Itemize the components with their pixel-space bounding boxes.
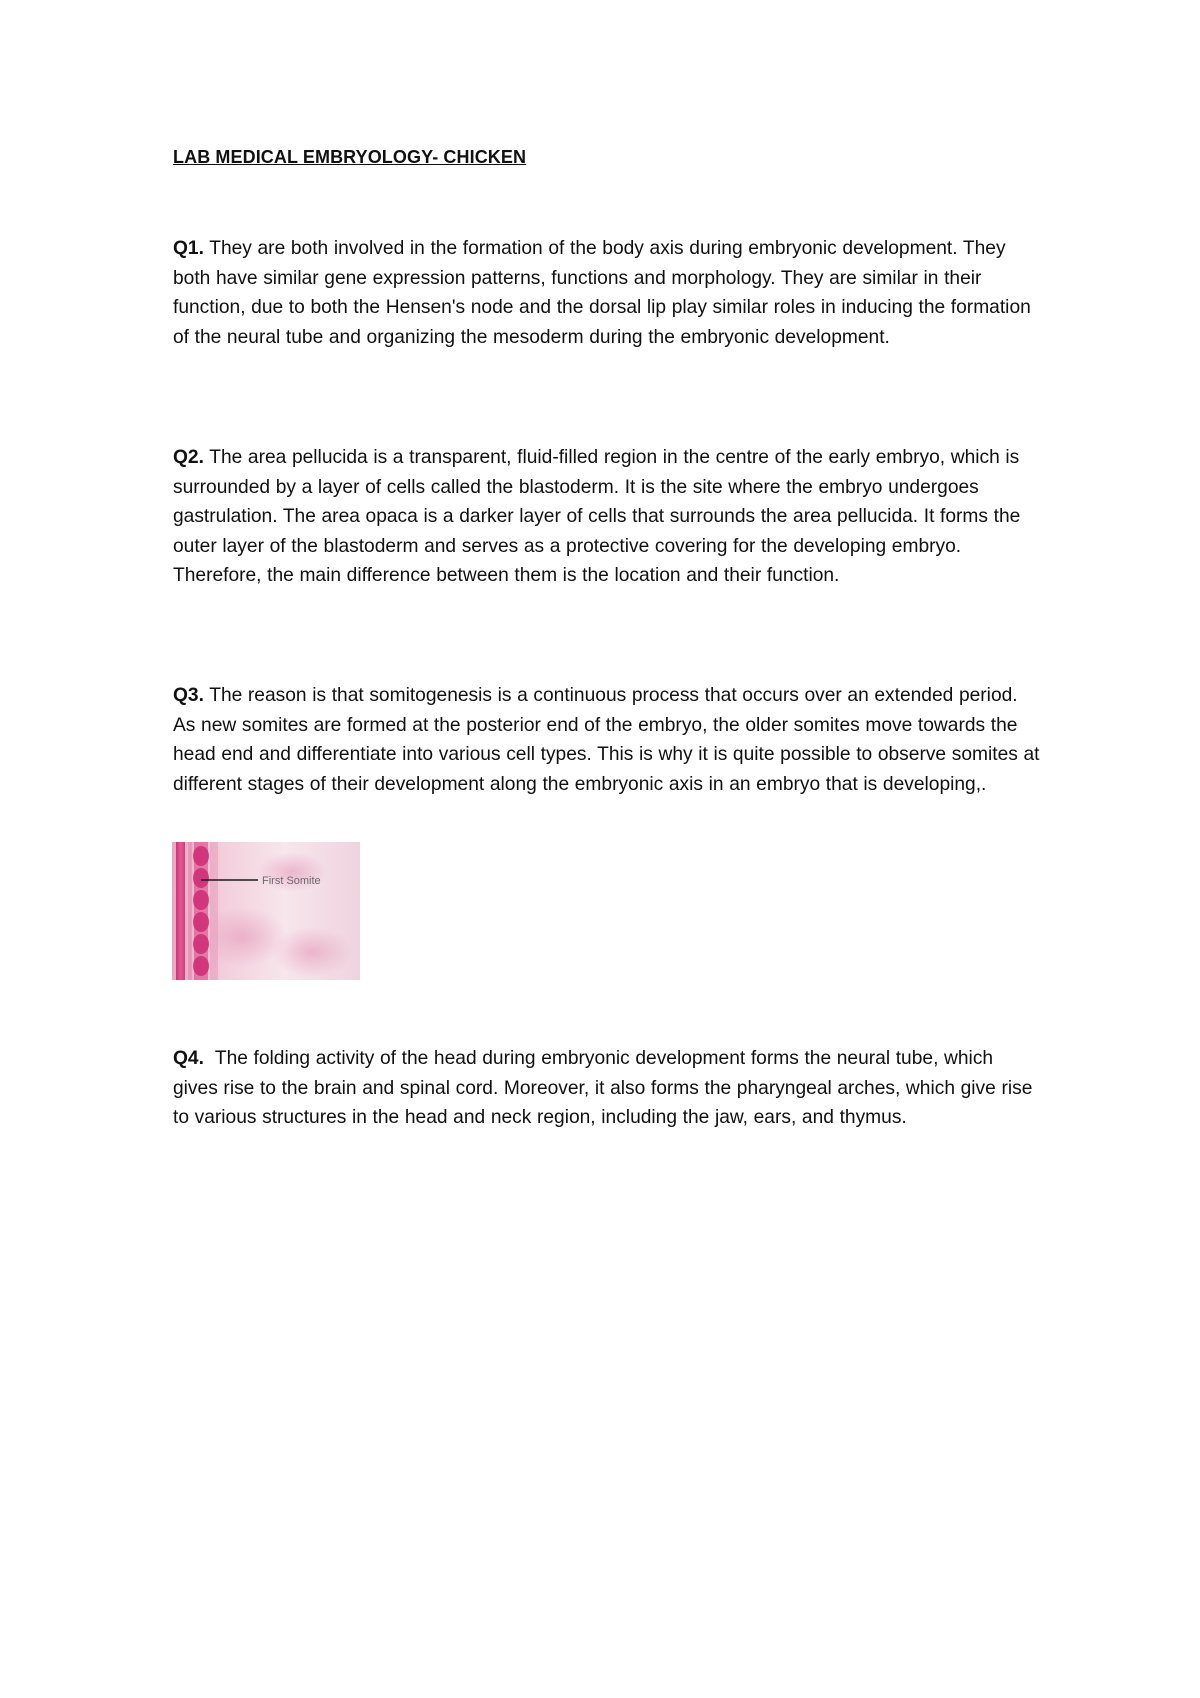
answer-q4 [173,1044,1043,1133]
question-label: Q3. [173,685,204,706]
answer-text: They are both involved in the formation of the body axis during embryonic development. They both have similar gene expression patterns, functions and morphology. They are similar in their function, due to both the Hensen's node and the dorsal lip play similar roles in inducing the formation of the neural tube and organizing the mesoderm during the embryonic development. [173,238,1031,348]
answer-q2 [173,443,1043,591]
question-label: Q2. [173,447,204,468]
document-title: LAB MEDICAL EMBRYOLOGY- CHICKEN [173,147,527,167]
answer-q3 [173,681,1043,799]
question-label: Q1. [173,238,204,259]
first-somite-label: First Somite [262,875,321,887]
somite-micrograph-image [172,842,360,980]
answer-text: The area pellucida is a transparent, fluid-filled region in the centre of the early embryo, which is surrounded by a layer of cells called the blastoderm. It is the site where the embryo undergoes gastrulation. The area opaca is a darker layer of cells that surrounds the area pellucida. It forms the outer layer of the blastoderm and serves as a protective covering for the developing embryo. Therefore, the main difference between them is the location and their function. [173,447,1021,586]
question-label: Q4. [173,1048,204,1069]
answer-text: The reason is that somitogenesis is a continuous process that occurs over an extended period. As new somites are formed at the posterior end of the embryo, the older somites move towards the head end and differentiate into various cell types. This is why it is quite possible to observe somites at different stages of their development along the embryonic axis in an embryo that is developing,. [173,685,1040,795]
answer-q1 [173,234,1043,352]
somite-micrograph [172,842,360,980]
answer-text: The folding activity of the head during embryonic development forms the neural tube, which gives rise to the brain and spinal cord. Moreover, it also forms the pharyngeal arches, which give rise to various structures in the head and neck region, including the jaw, ears, and thymus. [173,1048,1039,1128]
